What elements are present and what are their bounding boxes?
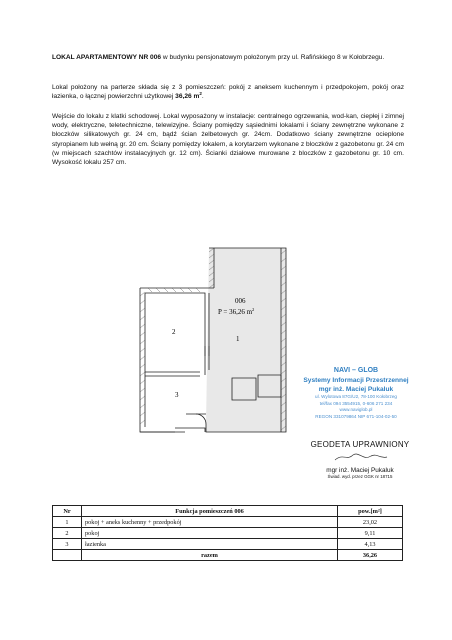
table-total-row bbox=[53, 550, 403, 561]
company-line1: Systemy Informacji Przestrzennej bbox=[303, 377, 409, 384]
total-value: 36,26 bbox=[338, 550, 403, 561]
wall-left bbox=[140, 288, 214, 432]
stamp-title: GEODETA UPRAWNIONY bbox=[310, 440, 410, 449]
company-ids: REGON 331079864 NIP 671-104-02-50 bbox=[315, 413, 397, 419]
unit-number-label: 006 bbox=[235, 297, 246, 305]
description-paragraph: Wejście do lokalu z klatki schodowej. Lokal wyposażony w instalacje: centralnego ogrzewania, wod-kan, ciepłej i zimnej wody, elektryczne, teletechniczne, telewizyjne. Ściany pomiędzy sąsiednimi lokalami i ściany zewnętrzne wykonane z bloczków silikatowych gr. 24 cm, bądź ścian żelbetowych gr. 24cm. Dodatkowo ściany zewnętrzne ocieplone styropianem lub wełną gr. 20 cm. Ściany pomiędzy lokalem, a korytarzem wykonane z bloczków z gazobetonu gr. 24 cm (w miejscach szachtów instalacyjnych gr. 12 cm). Ścianki działowe murowane z bloczków z gazobetonu gr. 10 cm. Wysokość lokalu 257 cm. bbox=[52, 113, 404, 167]
company-web: www.naviglob.pl bbox=[339, 407, 373, 413]
company-phone: tel/fax 094 3554915, 0-606 271 234 bbox=[319, 400, 393, 406]
location-text: Lokal położony na parterze składa się z 3 pomieszczeń: pokój z aneksem kuchennym i przedpokojem, pokój oraz łazienka, o łącznej powierzchni użytkowej bbox=[52, 84, 404, 101]
room-2-label: 2 bbox=[172, 328, 176, 336]
stamp-name: mgr inż. Maciej Pukaluk bbox=[326, 467, 394, 474]
table-row: 3 łazienka 4,13 bbox=[53, 539, 403, 550]
header-nr: Nr bbox=[53, 506, 82, 517]
room-1-label: 1 bbox=[236, 335, 240, 343]
signature-icon bbox=[305, 452, 415, 462]
company-name: NAVI – GLOB bbox=[333, 367, 379, 374]
table-row: 1 pokoj + aneks kuchenny + przedpokój 23,02 bbox=[53, 517, 403, 528]
header-area: pow.[m²] bbox=[338, 506, 403, 517]
location-paragraph: Lokal położony na parterze składa się z 3 pomieszczeń: pokój z aneksem kuchennym i przedpokojem, pokój oraz łazienka, o łącznej powierzchni użytkowej 36,26 $m^2$. bbox=[52, 84, 404, 101]
header-function: Funkcja pomieszczeń 006 bbox=[82, 506, 338, 517]
table-row: 2 pokoj 9,11 bbox=[53, 528, 403, 539]
room-3-label: 3 bbox=[175, 391, 179, 399]
unit-title: LOKAL APARTAMENTOWY NR 006 bbox=[52, 54, 162, 61]
wall-outer bbox=[206, 248, 286, 432]
stamp-license: Świad. wyd. przez GGK nr 18715 bbox=[327, 474, 393, 479]
unit-address: w budynku pensjonatowym położonym przy ul. Rafińskiego 8 w Kołobrzegu. bbox=[161, 54, 385, 61]
area-label: P = 36,26 $m^2$ bbox=[218, 307, 255, 316]
company-line2: mgr inż. Maciej Pukaluk bbox=[318, 386, 394, 393]
total-label: razem bbox=[82, 550, 338, 561]
total-area: 36,26 $m^2$ bbox=[175, 91, 202, 101]
door-swing bbox=[196, 414, 206, 424]
rooms-table bbox=[52, 505, 403, 561]
surveyor-stamp bbox=[305, 440, 415, 479]
table-header-row bbox=[53, 506, 403, 517]
wall-partition bbox=[145, 293, 209, 375]
company-block bbox=[300, 366, 412, 420]
company-address: ul. Wylotowa 87G/U2, 78-100 Kołobrzeg bbox=[315, 394, 397, 399]
